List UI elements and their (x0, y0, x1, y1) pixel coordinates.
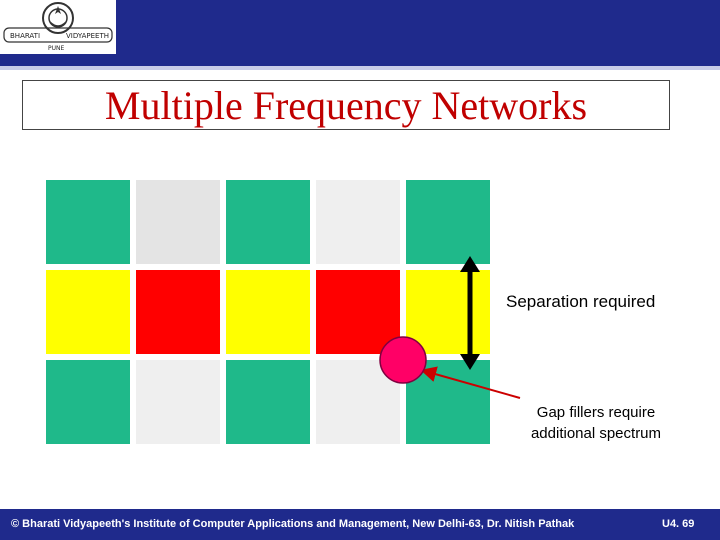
logo-text-bottom: PUNE (48, 45, 65, 52)
gap-filler-pointer-arrow (428, 372, 520, 398)
gap-fillers-label: Gap fillers require additional spectrum (530, 404, 662, 442)
footer-credit: © Bharati Vidyapeeth's Institute of Computer Applications and Management, New Delhi-63, Dr. Nitish Pathak (11, 518, 575, 530)
slide-title: Multiple Frequency Networks (104, 82, 588, 128)
footer-bar (0, 509, 720, 540)
logo-text-right: VIDYAPEETH (66, 32, 109, 40)
logo-text-left: BHARATI (10, 32, 41, 40)
separation-required-label: Separation required (506, 292, 656, 311)
separation-arrow (460, 256, 480, 370)
gap-filler-circle (380, 337, 426, 383)
page-number: U4. 69 (662, 518, 695, 530)
